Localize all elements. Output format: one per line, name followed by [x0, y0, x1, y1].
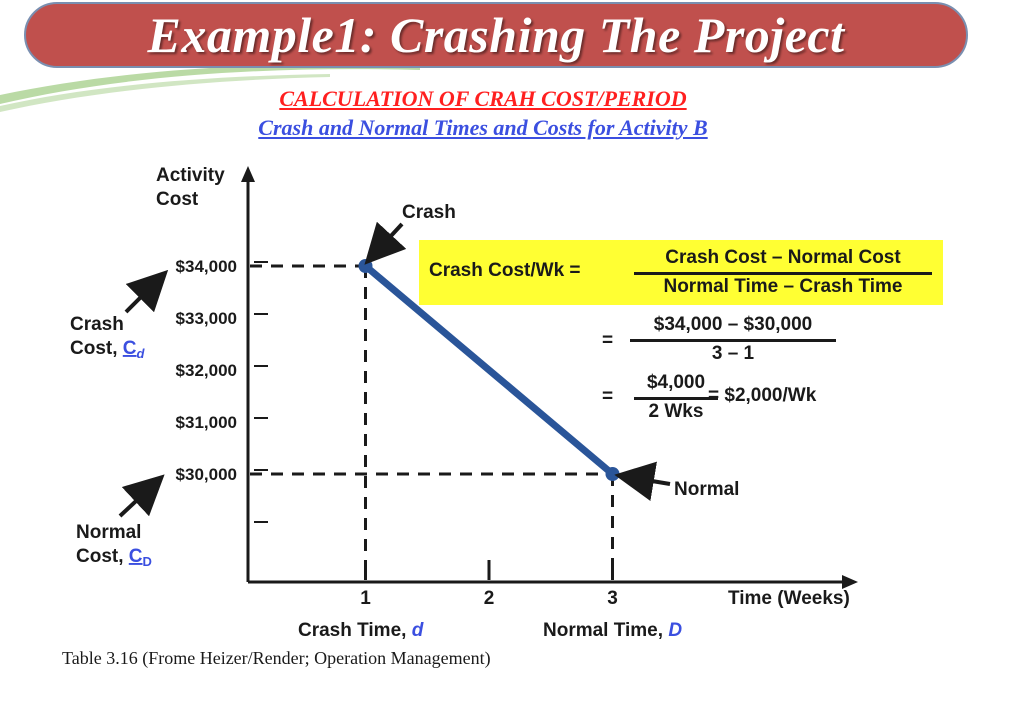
normal-cost-symbol: C: [128, 546, 143, 567]
crash-cost-symbol: C: [122, 338, 137, 359]
crash-time-label: Crash Time, d: [298, 620, 424, 641]
crash-time-symbol: d: [411, 620, 424, 641]
crash-cost-subscript: d: [136, 346, 145, 361]
y-tick-label: $33,000: [175, 309, 237, 328]
step1-denominator: 3 – 1: [711, 343, 755, 364]
normal-cost-arrow: [120, 488, 150, 516]
y-axis-label-line1: Activity: [156, 165, 225, 186]
formula-denominator: Normal Time – Crash Time: [663, 276, 903, 297]
step1-numerator: $34,000 – $30,000: [653, 314, 813, 335]
normal-time-label: Normal Time, D: [543, 620, 683, 641]
x-axis-arrow: [842, 575, 858, 589]
step2-fraction-bar: [634, 397, 718, 400]
normal-arrow: [634, 478, 670, 484]
guide-lines: [250, 266, 613, 580]
step2-denominator: 2 Wks: [648, 401, 704, 422]
source-note: Table 3.16 (Frome Heizer/Render; Operation Management): [62, 648, 491, 668]
y-ticks: [176, 257, 268, 522]
x-tick-label: 1: [360, 588, 371, 609]
formula-label: Crash Cost/Wk =: [429, 260, 581, 281]
y-axis-label-line2: Cost: [156, 189, 199, 210]
normal-cost-annotation-line1: Normal: [76, 522, 142, 543]
crash-arrow: [378, 224, 402, 250]
crash-cost-annotation-line2: Cost, $C_d$: [70, 338, 145, 361]
y-tick-label: $31,000: [175, 413, 237, 432]
normal-point-label: Normal: [674, 479, 740, 500]
subtitle-blue: Crash and Normal Times and Costs for Activity B: [258, 115, 708, 140]
crash-point-label: Crash: [402, 202, 456, 223]
x-tick-label: 3: [607, 588, 618, 609]
y-tick-label: $34,000: [175, 257, 237, 276]
y-axis-arrow: [241, 166, 255, 182]
step2-result: = $2,000/Wk: [708, 385, 817, 406]
x-tick-label: 2: [483, 588, 495, 609]
slide-title: Example1: Crashing The Project: [147, 7, 845, 63]
data-point: [359, 259, 373, 273]
step2-equals: =: [602, 386, 614, 407]
subtitle-red: CALCULATION OF CRAH COST/PERIOD: [279, 86, 687, 111]
x-axis-label: Time (Weeks): [728, 588, 850, 609]
x-ticks: [360, 560, 618, 609]
y-tick-label: $32,000: [175, 361, 237, 380]
normal-time-symbol: D: [668, 620, 683, 641]
crash-cost-annotation-line1: Crash: [70, 314, 124, 335]
step1-fraction-bar: [630, 339, 836, 342]
formula-numerator: Crash Cost – Normal Cost: [665, 247, 901, 268]
y-tick-label: $30,000: [175, 465, 237, 484]
data-point: [606, 467, 620, 481]
step2-numerator: $4,000: [646, 372, 706, 393]
step1-equals: =: [602, 330, 614, 351]
crash-cost-arrow: [126, 284, 154, 312]
formula-fraction-bar: [634, 272, 932, 275]
normal-cost-subscript: D: [142, 554, 152, 569]
formula-box: [419, 240, 943, 305]
normal-cost-annotation-line2: Cost, $C_D$: [76, 546, 152, 569]
